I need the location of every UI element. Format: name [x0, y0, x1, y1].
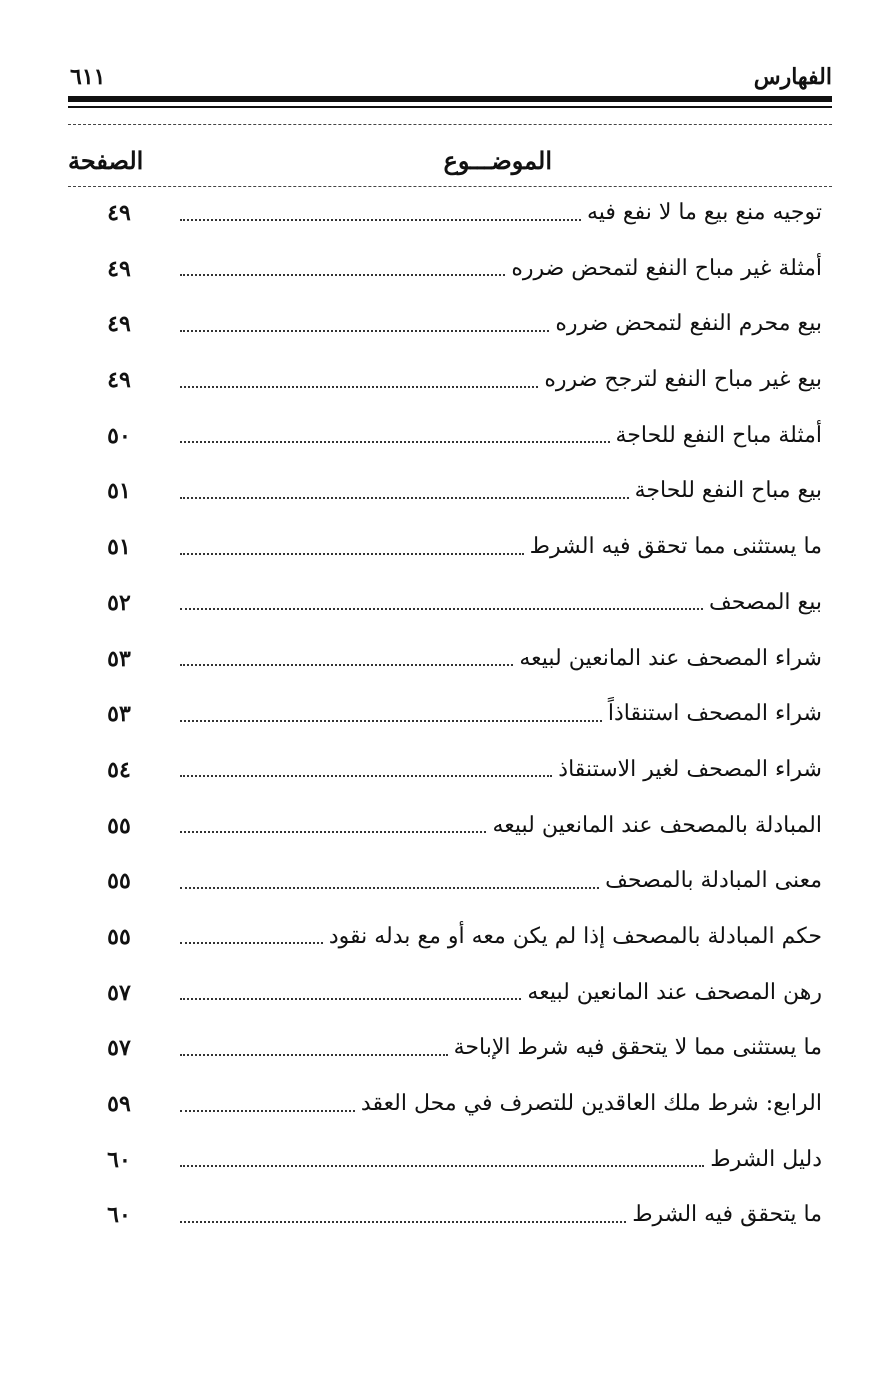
toc-entry [180, 534, 822, 559]
toc-entry-page: ٥٣ [107, 645, 131, 672]
toc-entry-title: رهن المصحف عند المانعين لبيعه [527, 979, 822, 1005]
dashed-divider-top [68, 124, 832, 125]
toc-row [60, 1194, 822, 1250]
toc-entry-title: شراء المصحف استنقاذاً [607, 701, 822, 727]
table-of-contents [60, 192, 822, 1250]
toc-row [60, 749, 822, 805]
toc-row [60, 192, 822, 248]
toc-entry-title: ما يستثنى مما لا يتحقق فيه شرط الإباحة [453, 1035, 822, 1061]
toc-row [60, 526, 822, 582]
toc-entry [180, 757, 822, 782]
toc-entry [180, 590, 822, 615]
toc-row [60, 638, 822, 694]
toc-entry [180, 813, 822, 838]
dot-leader [180, 1040, 448, 1056]
toc-row [60, 415, 822, 471]
toc-entry-title: أمثلة غير مباح النفع لتمحض ضرره [511, 255, 822, 281]
toc-entry [180, 200, 822, 225]
toc-entry-page: ٥٢ [107, 589, 131, 616]
toc-entry [180, 1202, 822, 1227]
toc-row [60, 916, 822, 972]
toc-entry-title: بيع مباح النفع للحاجة [634, 478, 822, 504]
toc-entry-page: ٥٥ [107, 868, 131, 895]
toc-row [60, 805, 822, 861]
toc-row [60, 582, 822, 638]
header-rule-thin [68, 106, 832, 108]
toc-entry-page: ٤٩ [107, 367, 131, 394]
toc-entry-title: أمثلة مباح النفع للحاجة [615, 422, 822, 448]
topic-column-heading: الموضـــوع [443, 146, 552, 175]
toc-entry-page: ٥١ [107, 534, 131, 561]
page-header [68, 62, 832, 90]
page-column-heading: الصفحة [68, 146, 144, 175]
toc-entry-page: ٤٩ [107, 255, 131, 282]
toc-row [60, 248, 822, 304]
toc-row [60, 303, 822, 359]
dot-leader [180, 1207, 626, 1223]
dot-leader [180, 594, 703, 610]
toc-entry-title: المبادلة بالمصحف عند المانعين لبيعه [492, 812, 822, 838]
toc-entry-page: ٥٥ [107, 812, 131, 839]
toc-entry-page: ٤٩ [107, 200, 131, 226]
toc-row [60, 359, 822, 415]
dot-leader [180, 539, 524, 555]
dot-leader [180, 928, 323, 944]
toc-entry-page: ٥٠ [107, 422, 131, 449]
toc-row [60, 1027, 822, 1083]
toc-entry [180, 256, 822, 281]
dot-leader [180, 761, 552, 777]
toc-entry-page: ٥٤ [107, 756, 131, 783]
dashed-divider-bottom [68, 186, 832, 187]
toc-entry-title: حكم المبادلة بالمصحف إذا لم يكن معه أو مع بدله نقود [328, 923, 822, 949]
dot-leader [180, 706, 602, 722]
toc-row [60, 1083, 822, 1139]
dot-leader [180, 483, 629, 499]
toc-entry-title: معنى المبادلة بالمصحف [605, 868, 822, 894]
toc-entry [180, 1035, 822, 1060]
dot-leader [180, 372, 538, 388]
toc-entry [180, 1147, 822, 1172]
dot-leader [180, 650, 513, 666]
dot-leader [180, 873, 599, 889]
toc-entry [180, 311, 822, 336]
toc-entry [180, 1091, 822, 1116]
dot-leader [180, 817, 486, 833]
toc-entry-page: ٥٣ [107, 701, 131, 728]
toc-entry-title: بيع محرم النفع لتمحض ضرره [555, 311, 822, 337]
dot-leader [180, 984, 521, 1000]
toc-entry-title: شراء المصحف عند المانعين لبيعه [519, 645, 822, 671]
toc-row [60, 1139, 822, 1195]
toc-entry-title: بيع غير مباح النفع لترجح ضرره [544, 367, 822, 393]
toc-row [60, 860, 822, 916]
toc-entry [180, 701, 822, 726]
toc-entry-page: ٦٠ [107, 1202, 131, 1229]
toc-entry [180, 868, 822, 893]
toc-entry [180, 367, 822, 392]
running-title: الفهارس [753, 64, 832, 90]
toc-row [60, 470, 822, 526]
header-rule-thick [68, 96, 832, 102]
toc-entry-title: ما يستثنى مما تحقق فيه الشرط [529, 534, 822, 560]
column-header [68, 142, 832, 182]
dot-leader [180, 1096, 355, 1112]
dot-leader [180, 316, 549, 332]
dot-leader [180, 260, 505, 276]
toc-entry-title: بيع المصحف [708, 589, 822, 615]
toc-entry [180, 924, 822, 949]
toc-entry-page: ٥٩ [107, 1091, 131, 1117]
toc-entry-page: ٥١ [107, 478, 131, 505]
toc-entry [180, 423, 822, 448]
dot-leader [180, 427, 610, 443]
toc-entry-page: ٤٩ [107, 311, 131, 338]
toc-row [60, 693, 822, 749]
toc-entry-page: ٦٠ [107, 1146, 131, 1173]
toc-entry-title: شراء المصحف لغير الاستنقاذ [558, 756, 822, 782]
page-number: ٦١١ [70, 64, 106, 90]
toc-entry [180, 646, 822, 671]
toc-entry-page: ٥٧ [107, 1035, 131, 1062]
dot-leader [180, 1151, 704, 1167]
toc-entry-title: ما يتحقق فيه الشرط [632, 1202, 822, 1228]
toc-entry [180, 980, 822, 1005]
toc-entry-title: الرابع: شرط ملك العاقدين للتصرف في محل العقد [360, 1091, 822, 1116]
toc-entry [180, 478, 822, 503]
toc-entry-page: ٥٧ [107, 979, 131, 1006]
toc-row [60, 972, 822, 1028]
toc-entry-title: توجيه منع بيع ما لا نفع فيه [586, 200, 822, 225]
dot-leader [180, 205, 581, 221]
toc-entry-title: دليل الشرط [710, 1146, 822, 1172]
toc-entry-page: ٥٥ [107, 923, 131, 950]
